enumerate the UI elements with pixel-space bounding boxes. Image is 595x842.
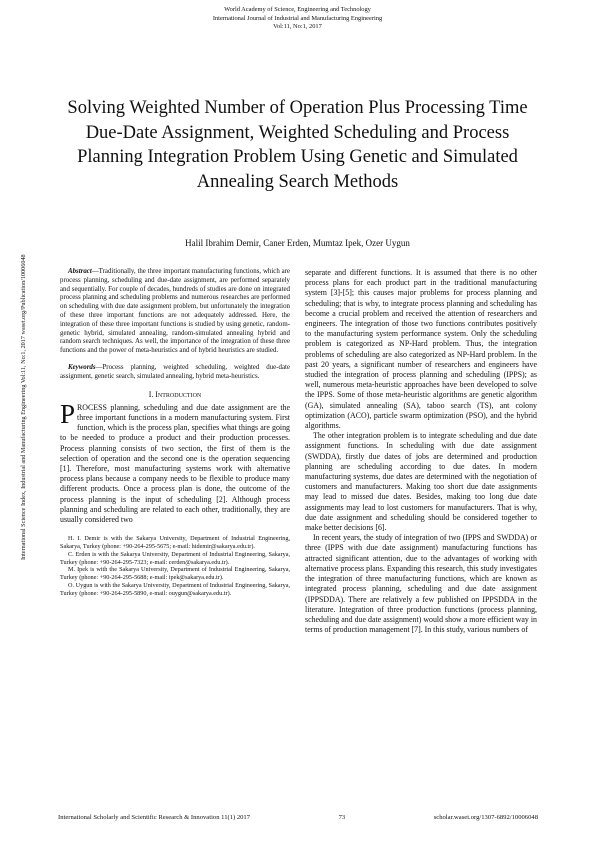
- right-column: [305, 268, 537, 635]
- footnote: M. Ipek is with the Sakarya University, Department of Industrial Engineering, Sakarya, Turkey (phone: +90-264-295-5688; e-mail: ipek@sakarya.edu.tr).: [60, 566, 290, 582]
- body-paragraph: separate and different functions. It is assumed that there is no other process plans for each product part in the traditional manufacturing system [3]-[5]; this causes major problems for process planning and scheduling; that is why, to integrate process planning and scheduling has become a crucial problem and received the attention of researchers and engineers. The integration of those two functions contributes positively to the manufacturing system performance system. Only the scheduling problem is categorized as NP-Hard problem. Thus, the integration problems of scheduling are also categorized as NP-Hard problem. In the past 20 years, a significant number of researchers and engineers have studied the integration of process planning and scheduling (IPPS); as well, numerous meta-heuristic approaches have been developed to solve the IPPS. Some of those meta-heuristic algorithms are genetic algorithm (GA), simulated annealing (SA), taboo search (TS), ant colony optimization (ACO), particle swarm optimization (PSO), and the hybrid algorithms.: [305, 268, 537, 431]
- header-line-1: World Academy of Science, Engineering and Technology: [224, 6, 371, 13]
- page-number: 73: [338, 814, 346, 821]
- abstract-label: Abstract: [68, 268, 92, 275]
- footer-url[interactable]: scholar.waset.org/1307-6892/10006048: [433, 814, 538, 821]
- journal-header: [0, 6, 595, 32]
- body-paragraph: The other integration problem is to integrate scheduling and due date assignment functions. In scheduling with due date assignment (SWDDA), firstly due dates of jobs are determined and production planning are scheduling according to due dates. In modern manufacturing systems, due dates are determined with the negotiation of customers and manufacturers. Making too short due date assignments may lead to missed due dates. Besides, making too long due date assignments may lead to lost customers for manufacturers. That is why, due date assignment and scheduling should be considered together to make better decisions [6].: [305, 431, 537, 533]
- keywords-text: —Process planning, weighted scheduling, weighted due-date assignment, genetic search, simulated annealing, hybrid meta-heuristics.: [60, 363, 290, 380]
- footnote: C. Erden is with the Sakarya University, Department of Industrial Engineering, Sakarya, Turkey (phone: +90-264-295-7323; e-mail: cerden@sakarya.edu.tr).: [60, 550, 290, 566]
- abstract: [60, 268, 290, 356]
- paper-title: Solving Weighted Number of Operation Plus Processing Time Due-Date Assignment, Weighted Scheduling and Process Planning Integration Problem Using Genetic and Simulated Annealing Search Methods: [67, 98, 528, 192]
- left-column: [60, 268, 290, 598]
- author-list: Halil Ibrahim Demir, Caner Erden, Mumtaz Ipek, Ozer Uygun: [185, 238, 410, 248]
- intro-text: ROCESS planning, scheduling and due date assignment are the three important functions in a modern manufacturing system. First function, which is the process plan, specifies what things are going to be needed to produce a product and their production processes. Process planning consists of two section, the first of them is the selection of operation and the second one is the operation sequencing [1]. Therefore, most manufacturing systems work with alternative process plans because a company needs to be flexible to produce many different products. Once a process plan is done, the outcome of the process planning is the input of scheduling [2]. Although process planning and scheduling are related to each other, traditionally, they are usually considered two: [60, 402, 290, 524]
- section-heading: I. Introduction: [148, 389, 202, 399]
- abstract-text: —Traditionally, the three important manufacturing functions, which are process planning, scheduling and due-date assignment, are performed separately and sequentially. For couple of decades, hundreds of studies are done on integrated process planning and scheduling problems and numerous researches are performed on scheduling with due date assignment problem, but unfortunately the integration of these three important functions are not adequately addressed. Here, the integration of these three important functions is studied by using genetic, random-genetic hybrid, simulated annealing, random-simulated annealing hybrid and random search techniques. As well, the importance of the integration of these three functions and the power of meta-heuristics and of hybrid heuristics are studied.: [60, 268, 290, 355]
- keywords: [60, 364, 290, 382]
- footnote: H. I. Demir is with the Sakarya University, Department of Industrial Engineering, Sakarya, Turkey (phone: +90-264-295-5675; e-mail: hidemir@sakarya.edu.tr).: [60, 535, 290, 550]
- footer-publisher: International Scholarly and Scientific Research & Innovation 11(1) 2017: [58, 814, 251, 821]
- header-line-3: Vol:11, No:1, 2017: [273, 23, 322, 31]
- side-index-text: International Science Index, Industrial and Manufacturing Engineering Vol:11, No:1, 2017 waset.org/Publication/10006048: [20, 254, 27, 560]
- author-footnotes: [60, 535, 290, 597]
- intro-paragraph: [60, 398, 290, 525]
- keywords-label: Keywords: [68, 363, 96, 371]
- footnote: O. Uygun is with the Sakarya University, Department of Industrial Engineering, Sakarya, Turkey (phone: +90-264-295-5890, e-mail: ouygun@sakarya.edu.tr).: [60, 581, 290, 597]
- drop-cap: P: [60, 398, 76, 429]
- header-line-2: International Journal of Industrial and Manufacturing Engineering: [212, 14, 383, 22]
- body-paragraph: In recent years, the study of integration of two (IPPS and SWDDA) or three (IPPS with due date assignment) manufacturing functions has attracted significant attention, due to the advantages of working with alternative process plans. Expanding this research, this study investigates the integration of three manufacturing functions, which are known as integrated process planning, scheduling and due date assignment (IPPSDDA). There are relatively a few published on IPPSDDA in the literature. Integration of three production functions (process planning, scheduling and due date assignment) would show a more efficient way in terms of production management [7]. In this study, various numbers of: [305, 533, 537, 635]
- page-footer: [58, 814, 538, 821]
